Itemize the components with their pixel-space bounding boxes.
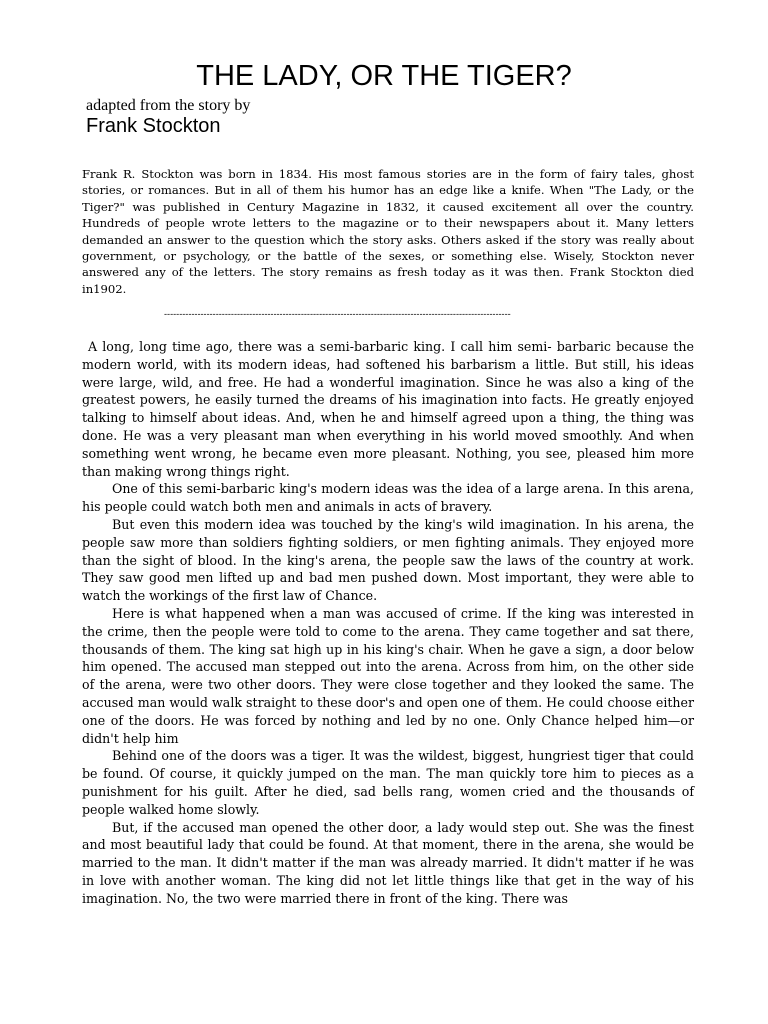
author-introduction: Frank R. Stockton was born in 1834. His most famous stories are in the form of fairy tales, ghost stories, or romances. But in all of them his humor has an edge like a knife. When "The Lady, or the Tiger?" was published in Century Magazine in 1832, it caused excitement all over the country. Hundreds of people wrote letters to the magazine or to their newspapers about it. Many letters demanded an answer to the question which the story asks. Others asked if the story was really about government, or psychology, or the battle of the sexes, or something else. Wisely, Stockton never answered any of the letters. The story remains as fresh today as it was then. Frank Stockton died in1902.	[82, 167, 694, 296]
story-paragraph: A long, long time ago, there was a semi-barbaric king. I call him semi- barbaric because the modern world, with its modern ideas, had softened his barbarism a little. But still, his ideas were large, wild, and free. He had a wonderful imagination. Since he was also a king of the greatest powers, he easily turned the dreams of his imagination into facts. He greatly enjoyed talking to himself about ideas. And, when he and himself agreed upon a thing, the thing was done. He was a very pleasant man when everything in his world moved smoothly. And when something went wrong, he became even more pleasant. Nothing, you see, pleased him more than making wrong things right.	[82, 339, 694, 479]
story-paragraph: Here is what happened when a man was accused of crime. If the king was interested in the crime, then the people were told to come to the arena. They came together and sat there, thousands of them. The king sat high up in his king's chair. When he gave a sign, a door below him opened. The accused man stepped out into the arena. Across from him, on the other side of the arena, were two other doors. They were close together and they looked the same. The accused man would walk straight to these door's and open one of them. He could choose either one of the doors. He was forced by nothing and led by no one. Only Chance helped him—or didn't help him	[82, 605, 694, 746]
story-body	[82, 338, 694, 908]
page-title: THE LADY, OR THE TIGER?	[196, 60, 572, 92]
author-name: Frank Stockton	[86, 115, 221, 137]
byline: adapted from the story by	[86, 97, 251, 114]
section-divider: ------------------------------------------------------------------------------------------------------------------	[164, 310, 511, 320]
story-paragraph: One of this semi-barbaric king's modern ideas was the idea of a large arena. In this arena, his people could watch both men and animals in acts of bravery.	[82, 481, 694, 515]
story-paragraph: But even this modern idea was touched by the king's wild imagination. In his arena, the people saw more than soldiers fighting soldiers, or men fighting animals. They enjoyed more than the sight of blood. In the king's arena, the people saw the laws of the country at work. They saw good men lifted up and bad men pushed down. Most important, they were able to watch the workings of the first law of Chance.	[82, 516, 694, 604]
story-paragraph: Behind one of the doors was a tiger. It was the wildest, biggest, hungriest tiger that could be found. Of course, it quickly jumped on the man. The man quickly tore him to pieces as a punishment for his guilt. After he died, sad bells rang, women cried and the thousands of people walked home slowly.	[82, 748, 694, 817]
story-paragraph: But, if the accused man opened the other door, a lady would step out. She was the finest and most beautiful lady that could be found. At that moment, there in the arena, she would be married to the man. It didn't matter if the man was already married. It didn't matter if he was in love with another woman. The king did not let little things like that get in the way of his imagination. No, the two were married there in front of the king. There was	[82, 819, 694, 906]
